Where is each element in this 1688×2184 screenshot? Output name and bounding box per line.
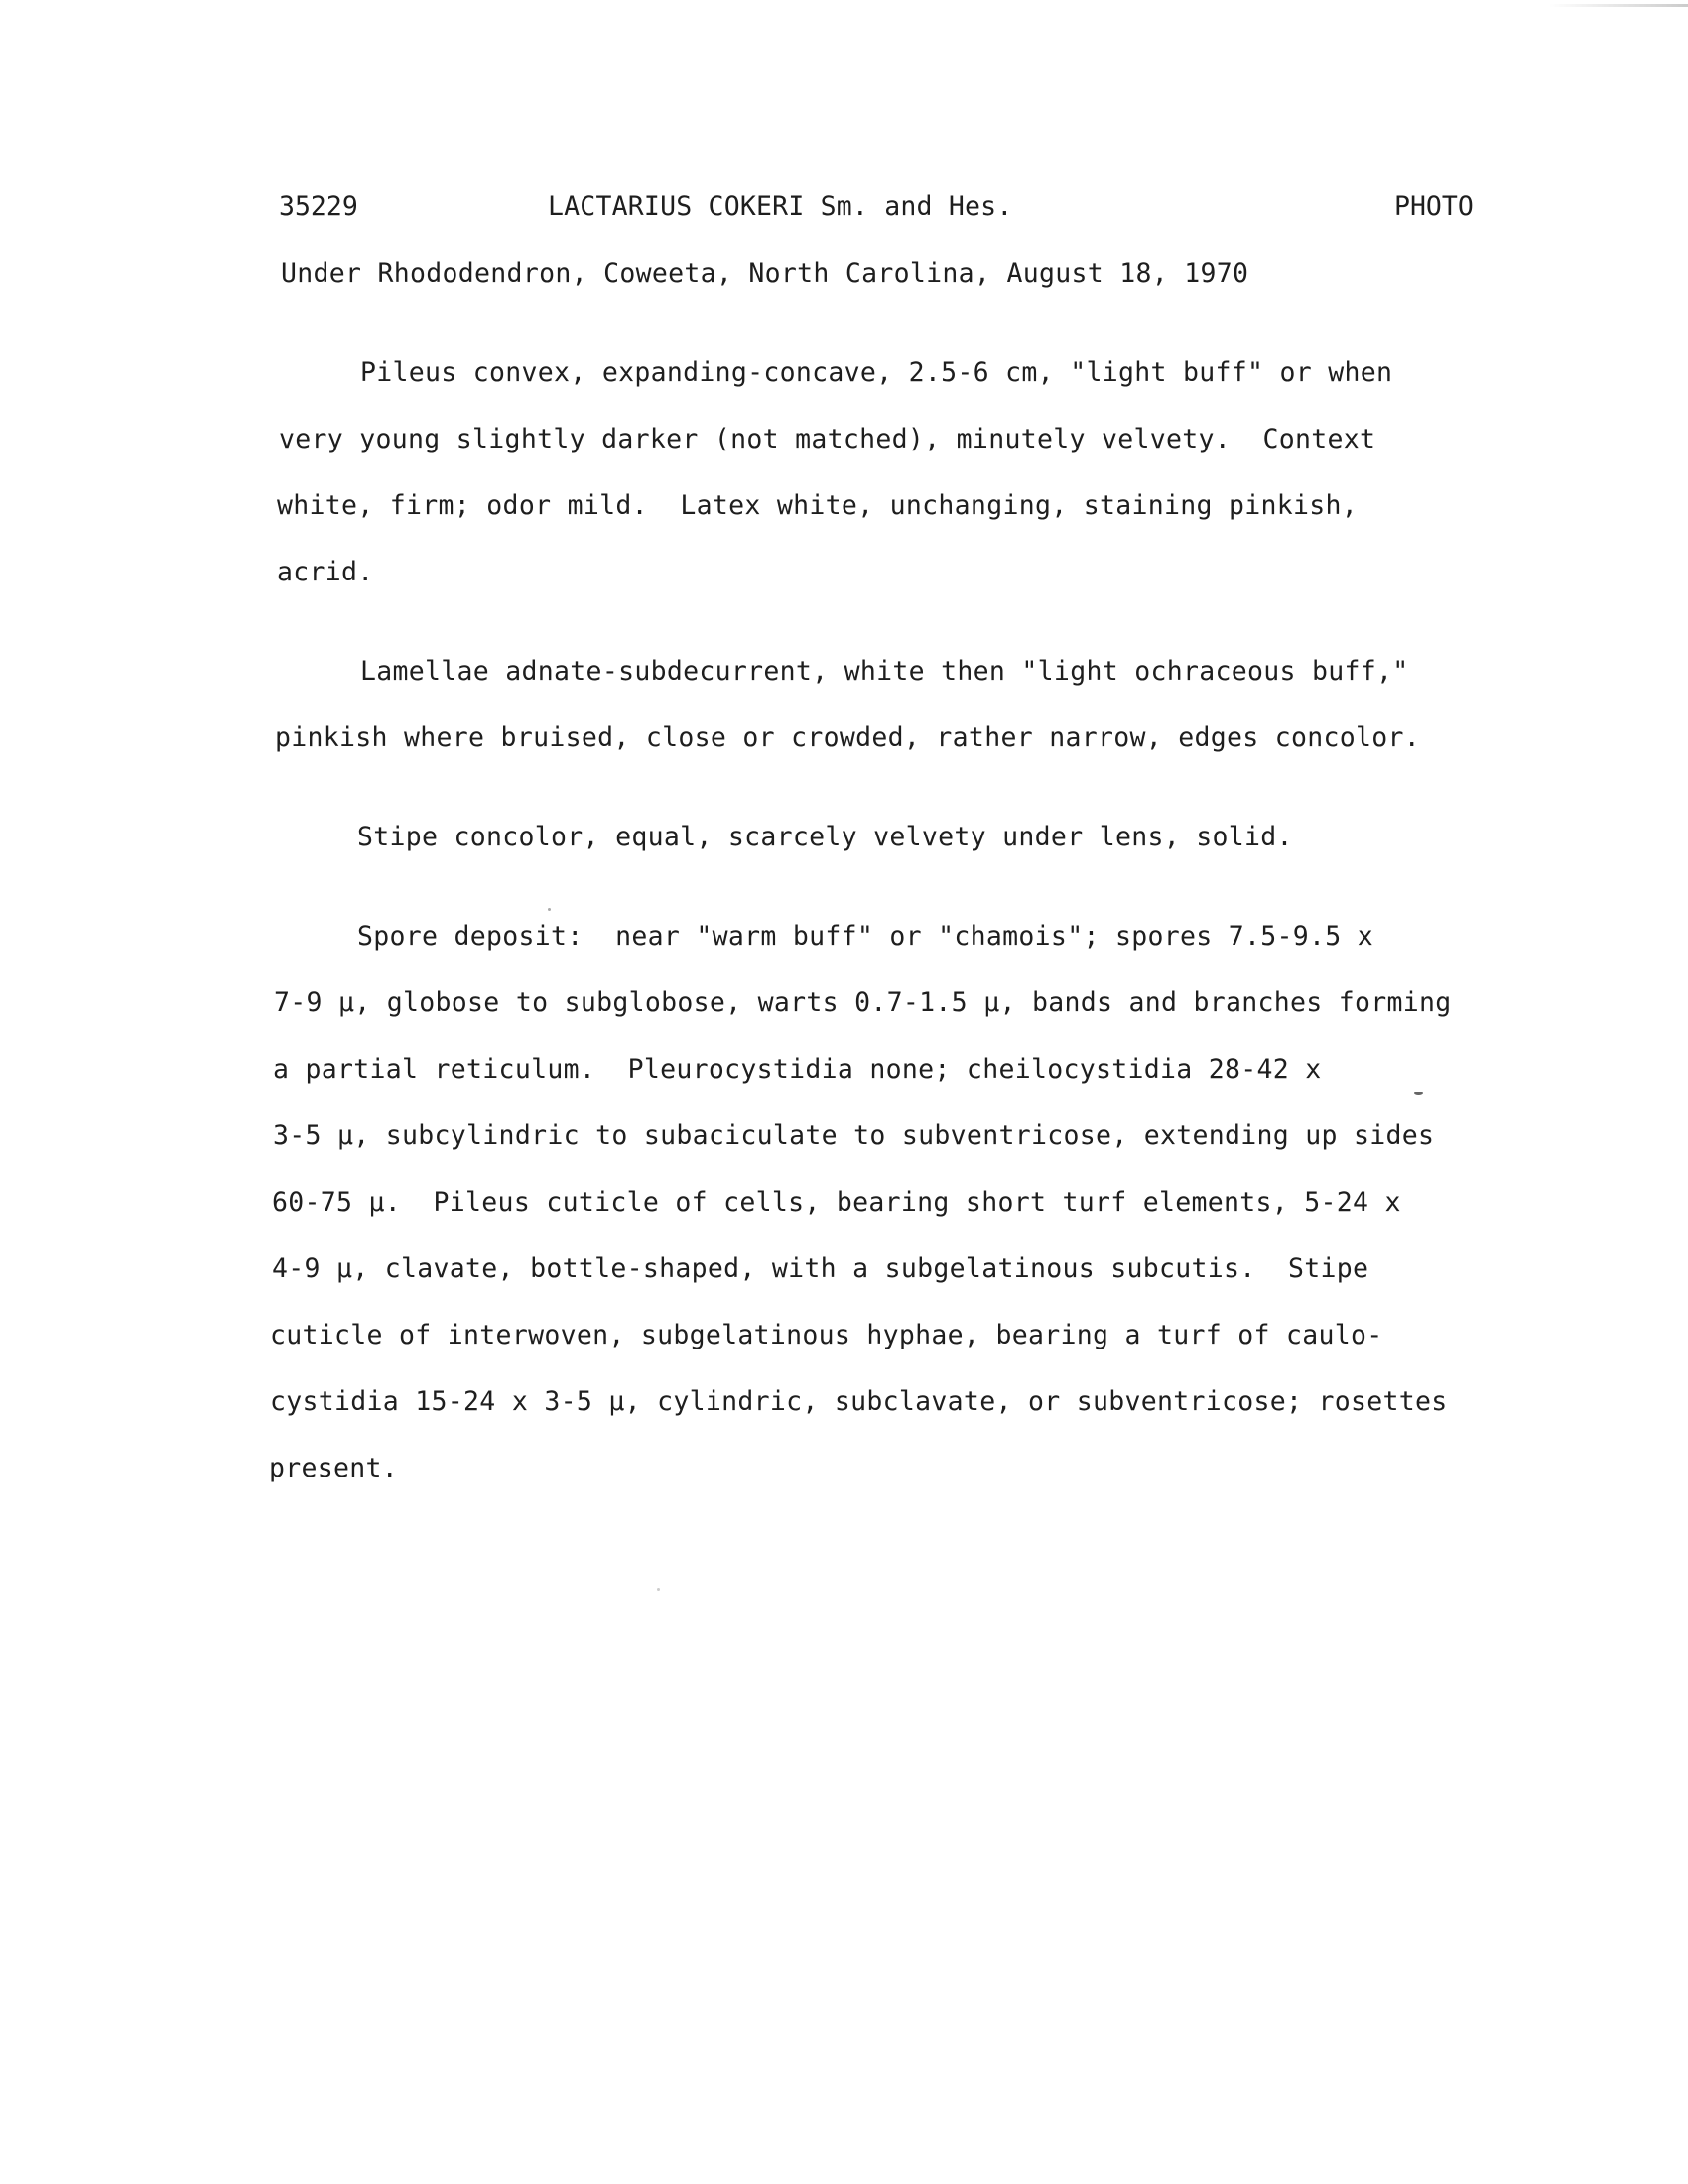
accession-number: 35229 [279, 192, 358, 222]
scan-edge-mark [1549, 4, 1688, 7]
lamellae-line-1: Lamellae adnate-subdecurrent, white then "light ochraceous buff," [360, 656, 1409, 687]
microscopy-line-8: cystidia 15-24 x 3-5 µ, cylindric, subclavate, or subventricose; rosettes [270, 1386, 1448, 1417]
scan-speck [657, 1588, 660, 1591]
microscopy-line-3: a partial reticulum. Pleurocystidia none; cheilocystidia 28-42 x [273, 1054, 1322, 1085]
microscopy-line-5: 60-75 µ. Pileus cuticle of cells, bearing short turf elements, 5-24 x [272, 1187, 1401, 1218]
pileus-line-4: acrid. [277, 557, 374, 587]
photo-tag: PHOTO [1394, 192, 1474, 222]
lamellae-line-2: pinkish where bruised, close or crowded, rather narrow, edges concolor. [275, 722, 1421, 753]
scan-speck [548, 908, 551, 911]
microscopy-line-7: cuticle of interwoven, subgelatinous hyphae, bearing a turf of caulo- [270, 1320, 1383, 1350]
microscopy-line-6: 4-9 µ, clavate, bottle-shaped, with a subgelatinous subcutis. Stipe [272, 1253, 1369, 1284]
pileus-line-2: very young slightly darker (not matched), minutely velvety. Context [279, 424, 1376, 454]
pileus-line-3: white, firm; odor mild. Latex white, unchanging, staining pinkish, [277, 490, 1359, 521]
microscopy-line-1: Spore deposit: near "warm buff" or "chamois"; spores 7.5-9.5 x [357, 921, 1374, 952]
scan-speck [1414, 1092, 1423, 1095]
stipe-line-1: Stipe concolor, equal, scarcely velvety under lens, solid. [357, 822, 1293, 852]
collection-line: Under Rhododendron, Coweeta, North Carolina, August 18, 1970 [281, 258, 1249, 289]
species-title: LACTARIUS COKERI Sm. and Hes. [548, 192, 1013, 222]
microscopy-line-4: 3-5 µ, subcylindric to subaciculate to subventricose, extending up sides [273, 1120, 1435, 1151]
microscopy-line-9: present. [269, 1453, 399, 1483]
microscopy-line-2: 7-9 µ, globose to subglobose, warts 0.7-1.5 µ, bands and branches forming [274, 987, 1452, 1018]
pileus-line-1: Pileus convex, expanding-concave, 2.5-6 cm, "light buff" or when [360, 357, 1393, 388]
